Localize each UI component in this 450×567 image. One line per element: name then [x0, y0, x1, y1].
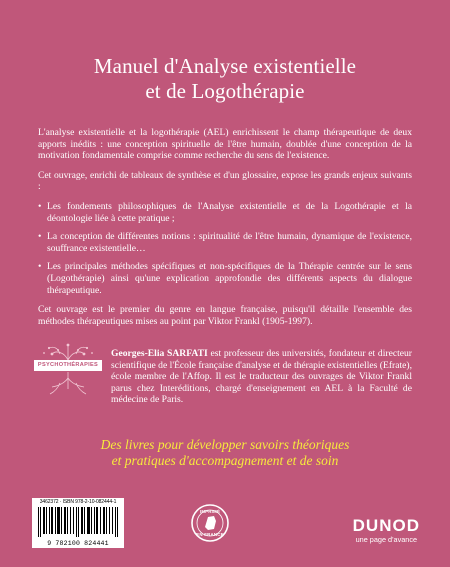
author-bio: [111, 348, 412, 406]
seal-bottom-text: EN FRANCE: [196, 532, 224, 537]
barcode-icon: [38, 507, 118, 537]
topic-item: • La conception de différentes notions : spiritualité de l'être humain, dynamique de l'existence, souffrance existentielle…: [38, 231, 412, 254]
tagline-line-2: et pratiques d'accompagnement et de soin: [111, 453, 339, 468]
barcode-digits: 9 782100 824441: [47, 540, 109, 547]
barcode: [32, 498, 124, 548]
printed-in-france-seal: [190, 503, 230, 543]
isbn-label: 3462372 · ISBN 978-2-10-082444-1: [39, 499, 117, 505]
publisher-name: DUNOD: [352, 516, 420, 535]
closing-paragraph: Cet ouvrage est le premier du genre en langue française, puisqu'il détaille l'ensemble des méthodes thérapeutiques mises au point par Viktor Frankl (1905-1997).: [38, 304, 412, 327]
topic-item: • Les principales méthodes spécifiques et non-spécifiques de la Thérapie centrée sur le sens (Logothérapie) ainsi qu'une explication approfondie des différents aspects du dialogue thérapeutique.: [38, 261, 412, 296]
book-title-line-1: Manuel d'Analyse existentielle: [93, 54, 357, 78]
publisher-tagline: une page d'avance: [355, 535, 418, 544]
topic-item: • Les fondements philosophiques de l'Analyse existentielle et de la Logothérapie et la déontologie liée à cette pratique ;: [38, 201, 412, 224]
tagline-line-1: Des livres pour développer savoirs théoriques: [100, 437, 350, 452]
seal-top-text: IMPRIMÉ: [199, 509, 221, 514]
author-bio-text: est professeur des universités, fondateur et directeur scientifique de l'École française d'analyse et de thérapie existentielles (Efrate), école membre de l'Affop. Il est le traducteur des ouvrages de Viktor Frankl parus chez Interéditions, chargé d'enseignement en AEL à la Faculté de médecine de Paris.: [111, 348, 412, 406]
description: [38, 127, 412, 335]
collection-label: PSYCHOTHÉRAPIES: [34, 360, 102, 371]
intro-paragraph: L'analyse existentielle et la logothérapie (AEL) enrichissent le champ thérapeutique de deux apports inédits : une conception spirituelle de l'être humain, doublée d'une conception de la motivation fondamentale comprise comme recherche du sens de l'existence.: [38, 127, 412, 162]
author-name: Georges-Elia SARFATI: [111, 348, 208, 359]
topics-list: [38, 201, 412, 296]
tree-icon: [34, 342, 102, 400]
lead-paragraph: Cet ouvrage, enrichi de tableaux de synthèse et d'un glossaire, expose les grands enjeux suivants :: [38, 169, 412, 193]
collection-logo: [34, 342, 102, 400]
book-title-line-2: et de Logothérapie: [145, 79, 305, 103]
publisher-logo: [353, 517, 420, 544]
book-title: [0, 54, 450, 104]
collection-tagline: [0, 437, 450, 469]
